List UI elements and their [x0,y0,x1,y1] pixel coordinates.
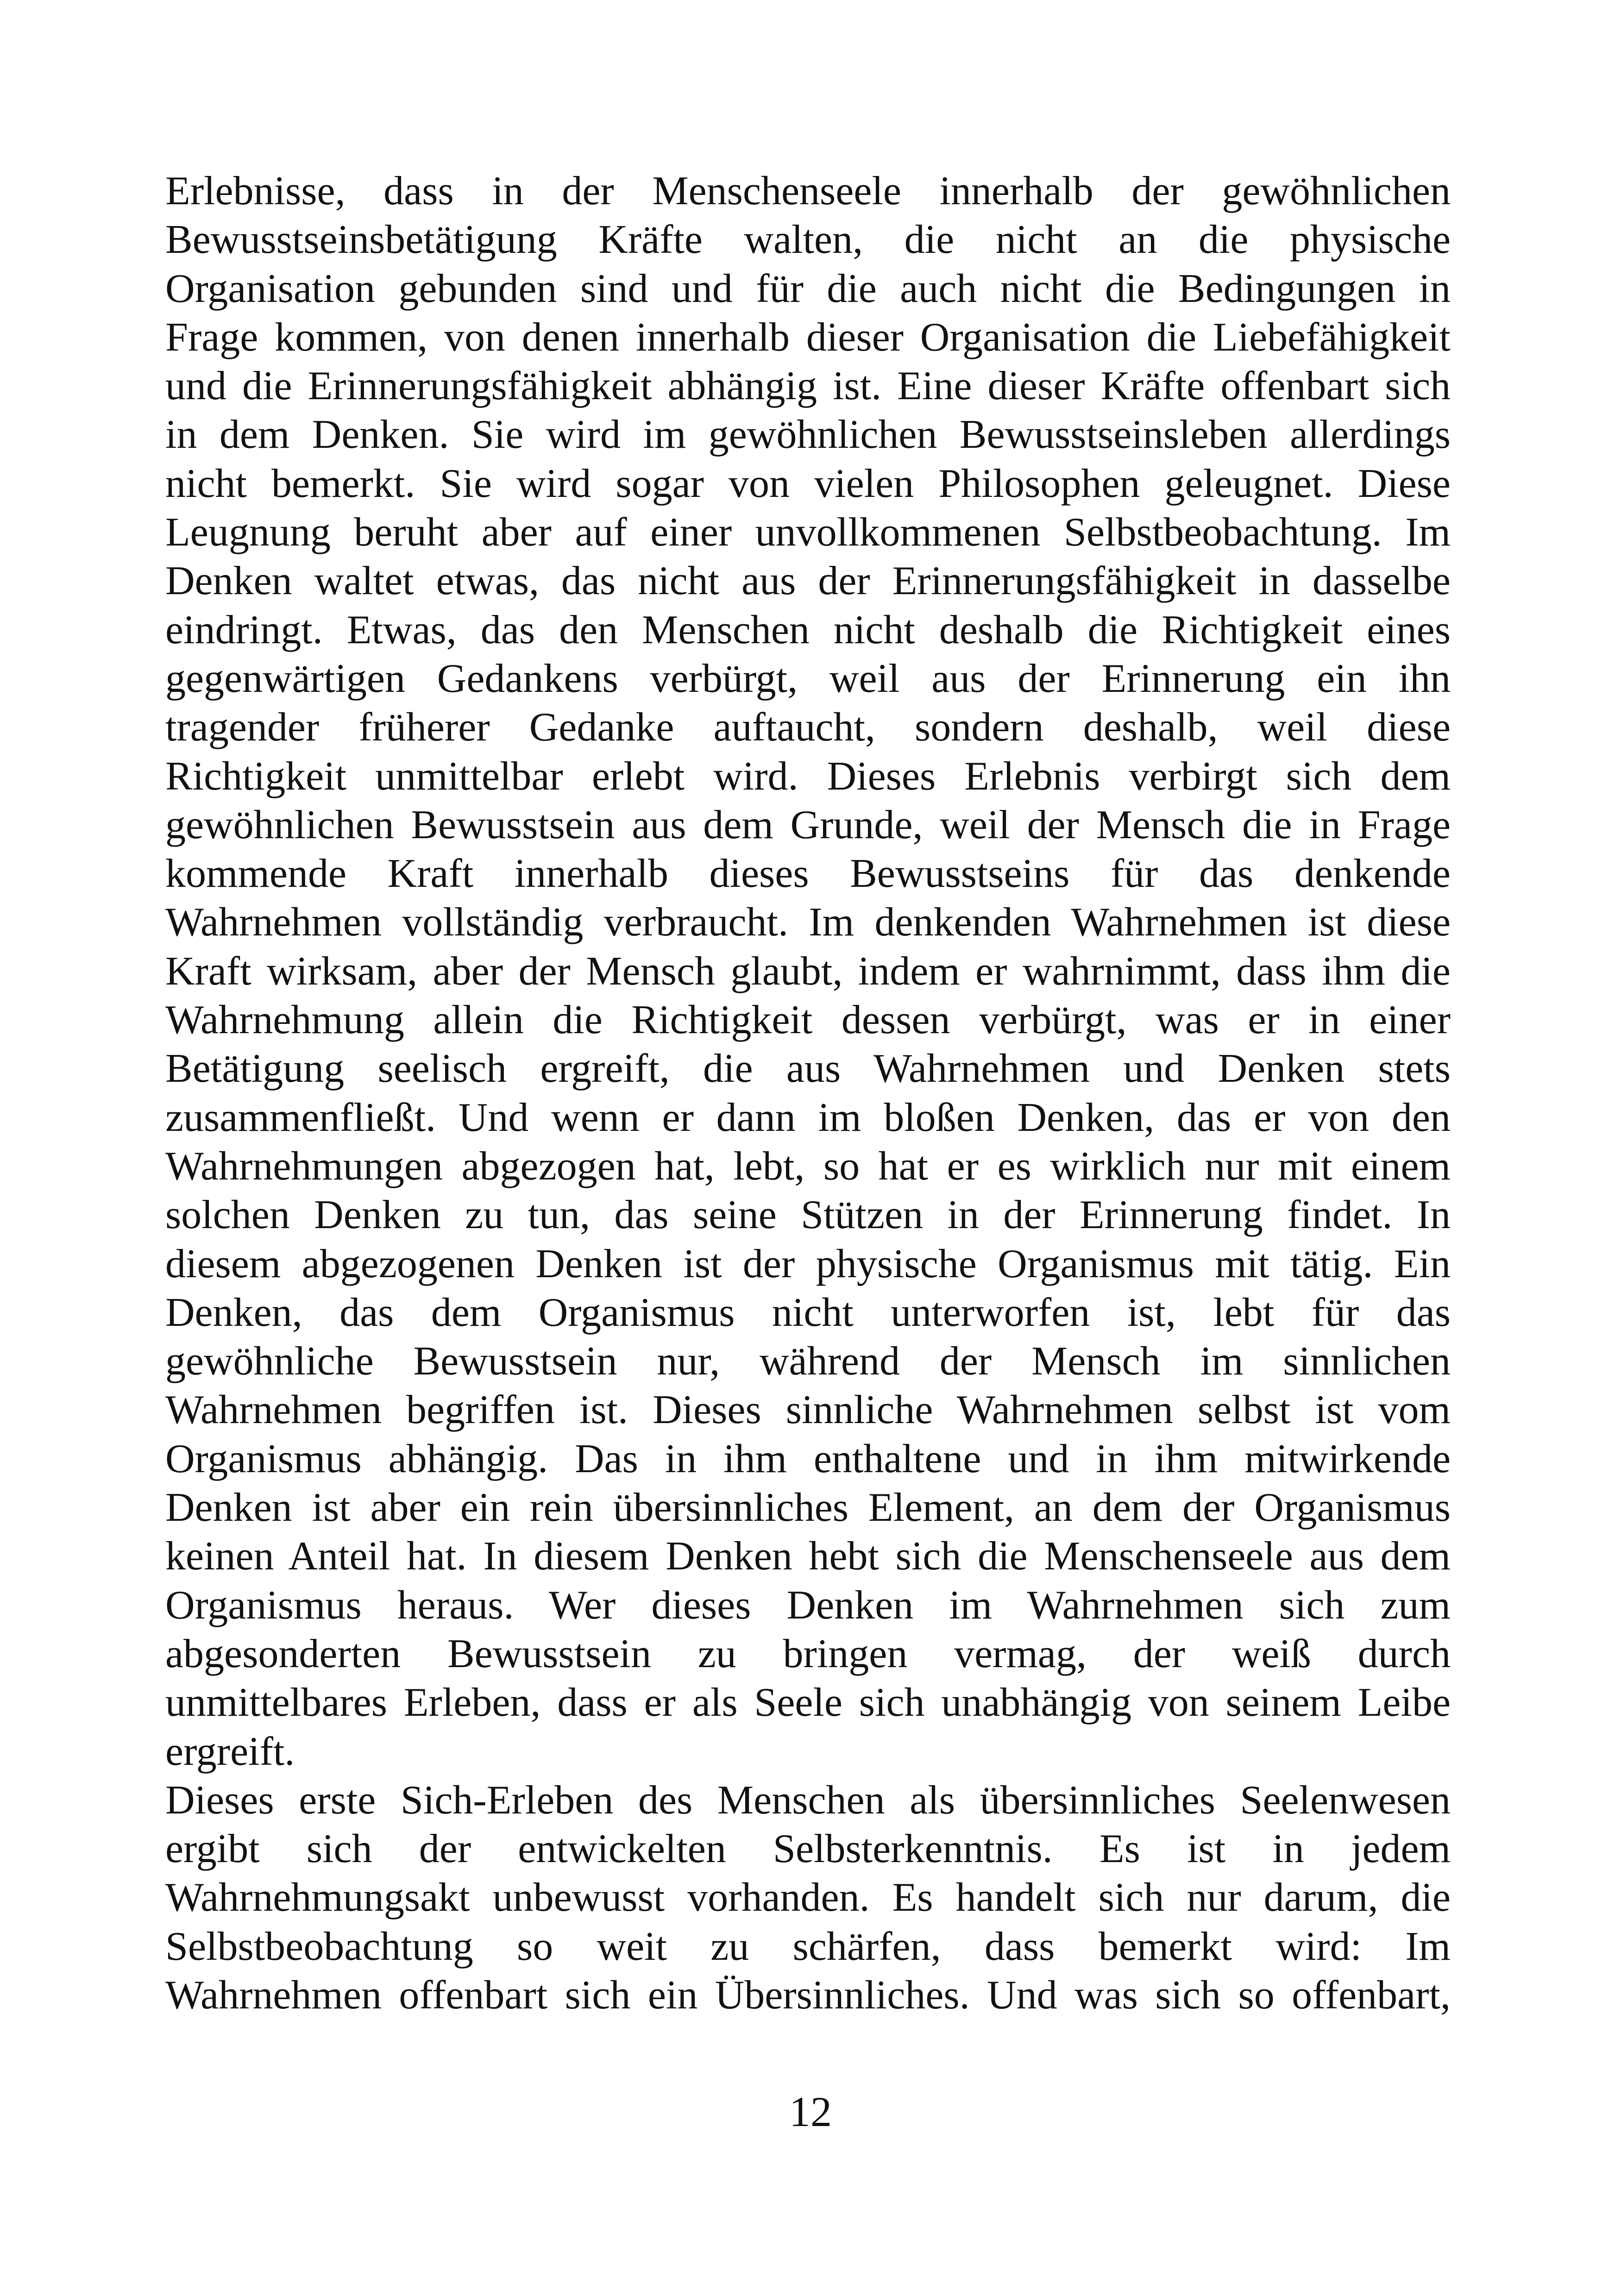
text-line: Wahrnehmungsakt unbewusst vorhanden. Es handelt sich nur darum, die [165,1875,1451,1920]
text-line: Denken ist aber ein rein übersinnliches Element, an dem der Organismus [165,1485,1451,1531]
text-line: eindringt. Etwas, das den Menschen nicht deshalb die Richtigkeit eines [165,607,1451,652]
text-line: Wahrnehmen begriffen ist. Dieses sinnliche Wahrnehmen selbst ist vom [165,1387,1451,1433]
text-line: Wahrnehmen vollständig verbraucht. Im denkenden Wahrnehmen ist diese [165,900,1451,945]
paragraph-1 [165,167,1451,1776]
text-line: Dieses erste Sich-Erleben des Menschen als übersinnliches Seelenwesen [165,1777,1451,1823]
text-line: Organismus abhängig. Das in ihm enthaltene und in ihm mitwirkende [165,1436,1451,1481]
text-line: keinen Anteil hat. In diesem Denken hebt sich die Menschenseele aus dem [165,1534,1451,1579]
text-line: ergibt sich der entwickelten Selbsterkenntnis. Es ist in jedem [165,1826,1451,1872]
text-line: diesem abgezogenen Denken ist der physische Organismus mit tätig. Ein [165,1241,1451,1286]
text-line: abgesonderten Bewusstsein zu bringen vermag, der weiß durch [165,1631,1451,1676]
text-line: und die Erinnerungsfähigkeit abhängig ist. Eine dieser Kräfte offenbart sich [165,364,1451,409]
text-line: Kraft wirksam, aber der Mensch glaubt, indem er wahrnimmt, dass ihm die [165,948,1451,994]
text-line: kommende Kraft innerhalb dieses Bewusstseins für das denkende [165,851,1451,897]
text-line: zusammenfließt. Und wenn er dann im bloßen Denken, das er von den [165,1095,1451,1140]
text-line: Denken waltet etwas, das nicht aus der Erinnerungsfähigkeit in dasselbe [165,558,1451,604]
text-line: Selbstbeobachtung so weit zu schärfen, dass bemerkt wird: Im [165,1924,1451,1969]
text-line: Betätigung seelisch ergreift, die aus Wahrnehmen und Denken stets [165,1046,1451,1092]
body-text [165,167,1451,2020]
text-line: Wahrnehmungen abgezogen hat, lebt, so hat er es wirklich nur mit einem [165,1143,1451,1189]
paragraph-2 [165,1776,1451,2020]
text-line: Organismus heraus. Wer dieses Denken im Wahrnehmen sich zum [165,1582,1451,1628]
text-line: Wahrnehmen offenbart sich ein Übersinnliches. Und was sich so offenbart, [165,1972,1451,2018]
text-line: Richtigkeit unmittelbar erlebt wird. Dieses Erlebnis verbirgt sich dem [165,753,1451,799]
text-line: Bewusstseinsbetätigung Kräfte walten, die nicht an die physische [165,217,1451,263]
text-line: Wahrnehmung allein die Richtigkeit dessen verbürgt, was er in einer [165,997,1451,1043]
text-line: Organisation gebunden sind und für die auch nicht die Bedingungen in [165,266,1451,311]
text-line: nicht bemerkt. Sie wird sogar von vielen Philosophen geleugnet. Diese [165,461,1451,506]
text-line: gewöhnlichen Bewusstsein aus dem Grunde, weil der Mensch die in Frage [165,802,1451,847]
text-line: tragender früherer Gedanke auftaucht, sondern deshalb, weil diese [165,705,1451,750]
text-line: in dem Denken. Sie wird im gewöhnlichen Bewusstseinsleben allerdings [165,412,1451,458]
text-line: Erlebnisse, dass in der Menschenseele innerhalb der gewöhnlichen [165,169,1451,213]
text-line: Frage kommen, von denen innerhalb dieser Organisation die Liebefähigkeit [165,314,1451,360]
text-line: Leugnung beruht aber auf einer unvollkommenen Selbstbeobachtung. Im [165,510,1451,555]
text-line: gewöhnliche Bewusstsein nur, während der Mensch im sinnlichen [165,1339,1451,1384]
text-line: unmittelbares Erleben, dass er als Seele sich unabhängig von seinem Leibe [165,1680,1451,1725]
text-line: gegenwärtigen Gedankens verbürgt, weil aus der Erinnerung ein ihn [165,656,1451,701]
text-line: solchen Denken zu tun, das seine Stützen in der Erinnerung findet. In [165,1192,1451,1238]
text-line: Denken, das dem Organismus nicht unterworfen ist, lebt für das [165,1290,1451,1335]
page-number: 12 [789,2088,832,2135]
text-line: ergreift. [165,1729,295,1774]
